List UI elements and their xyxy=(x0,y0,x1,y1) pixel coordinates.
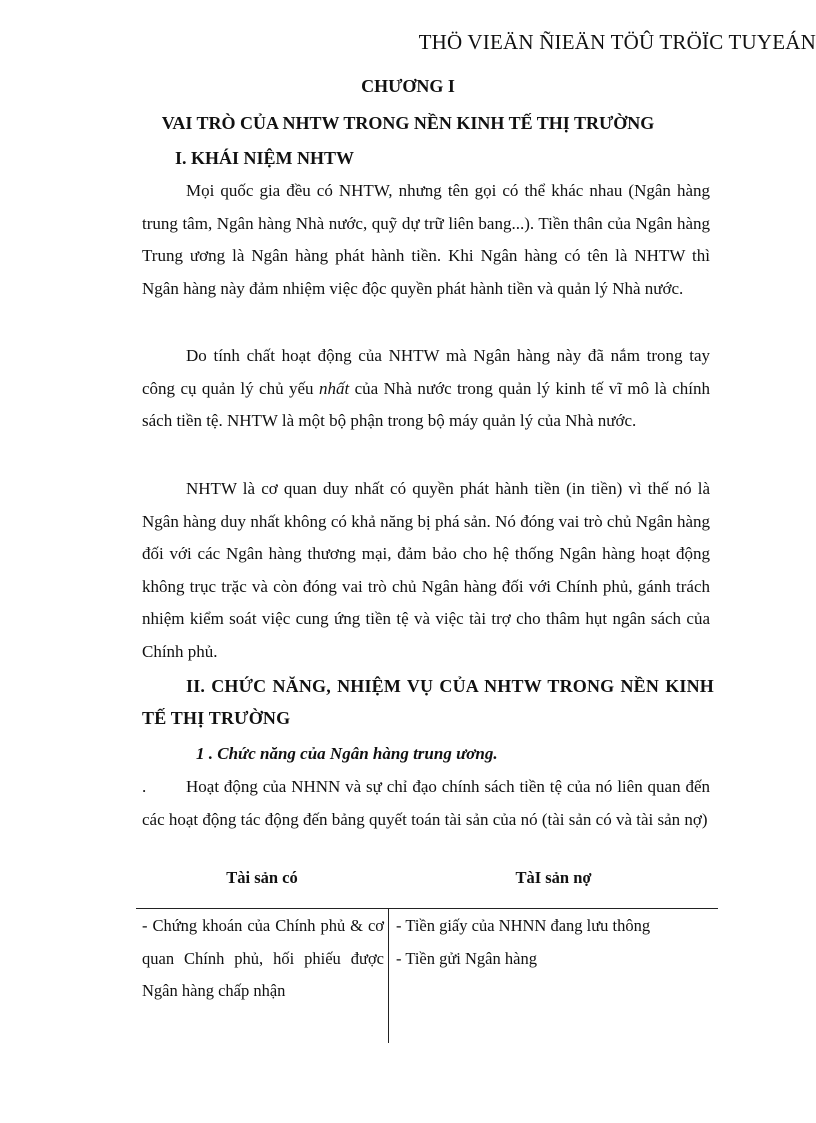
paragraph-issuance-text: NHTW là cơ quan duy nhất có quyền phát hành tiền (in tiền) vì thế nó là Ngân hàng duy nhất không có khả năng bị phá sản. Nó đóng vai trò chủ Ngân hàng đối với các Ngân hàng thương mại, đảm bảo cho hệ thống Ngân hàng hoạt động không trục trặc và còn đóng vai trò chủ Ngân hàng đối với Chính phủ, gánh trách nhiệm kiểm soát việc cung ứng tiền tệ và việc tài trợ cho thâm hụt ngân sách của Chính phủ. xyxy=(142,479,710,661)
section-2-heading xyxy=(142,670,714,734)
section-1-heading: I. KHÁI NIỆM NHTW xyxy=(175,148,355,168)
paragraph-tools xyxy=(142,340,710,438)
paragraph-issuance xyxy=(142,473,710,668)
liabilities-cell xyxy=(396,910,690,975)
table-column-divider xyxy=(388,908,389,1043)
paragraph-balance-sheet-text: Hoạt động của NHNN và sự chỉ đạo chính sách tiền tệ của nó liên quan đến các hoạt động tác động đến bảng quyết toán tài sản của nó (tài sản có và tài sản nợ) xyxy=(142,777,710,829)
assets-item: - Chứng khoán của Chính phủ & cơ quan Chính phủ, hối phiếu được Ngân hàng chấp nhận xyxy=(142,916,384,1000)
chapter-title: VAI TRÒ CỦA NHTW TRONG NỀN KINH TẾ THỊ TRƯỜNG xyxy=(161,113,655,133)
paragraph-tools-rest: của Nhà nước trong quản lý kinh tế vĩ mô là chính sách tiền tệ. NHTW là một bộ phận trong bộ máy quản lý của Nhà nước. xyxy=(142,378,711,430)
liabilities-item: - Tiền gửi Ngân hàng xyxy=(396,948,537,968)
liabilities-column-header: TàI sản nợ xyxy=(515,868,592,887)
assets-column-header: Tài sản có xyxy=(226,868,298,887)
paragraph-balance-sheet xyxy=(142,771,710,836)
emphasis-word: nhất xyxy=(318,378,350,398)
paragraph-tools-lead: Do tính chất hoạt động của NHTW mà Ngân hàng này đã nắm trong tay công cụ quản lý chủ yếu xyxy=(142,346,710,398)
paragraph-definition xyxy=(142,175,710,305)
liabilities-item: - Tiền giấy của NHNN đang lưu thông xyxy=(396,916,651,935)
paragraph-definition-text: Mọi quốc gia đều có NHTW, nhưng tên gọi có thể khác nhau (Ngân hàng trung tâm, Ngân hàng Nhà nước, quỹ dự trữ liên bang...). Tiền thân của Ngân hàng Trung ương là Ngân hàng phát hành tiền. Khi Ngân hàng có tên là NHTW thì Ngân hàng này đảm nhiệm việc độc quyền phát hành tiền và quản lý Nhà nước. xyxy=(142,181,710,298)
stray-period: . xyxy=(142,777,147,796)
library-watermark: THÖ VIEÄN ÑIEÄN TÖÛ TRÖÏC TUYEÁN xyxy=(418,30,816,54)
assets-cell xyxy=(142,910,384,1008)
table-header-rule xyxy=(136,908,718,909)
section-2-heading-text: II. CHỨC NĂNG, NHIỆM VỤ CỦA NHTW TRONG NỀN KINH TẾ THỊ TRƯỜNG xyxy=(142,676,714,728)
subsection-heading: 1 . Chức năng của Ngân hàng trung ương. xyxy=(196,744,498,763)
chapter-number: CHƯƠNG I xyxy=(361,76,455,96)
